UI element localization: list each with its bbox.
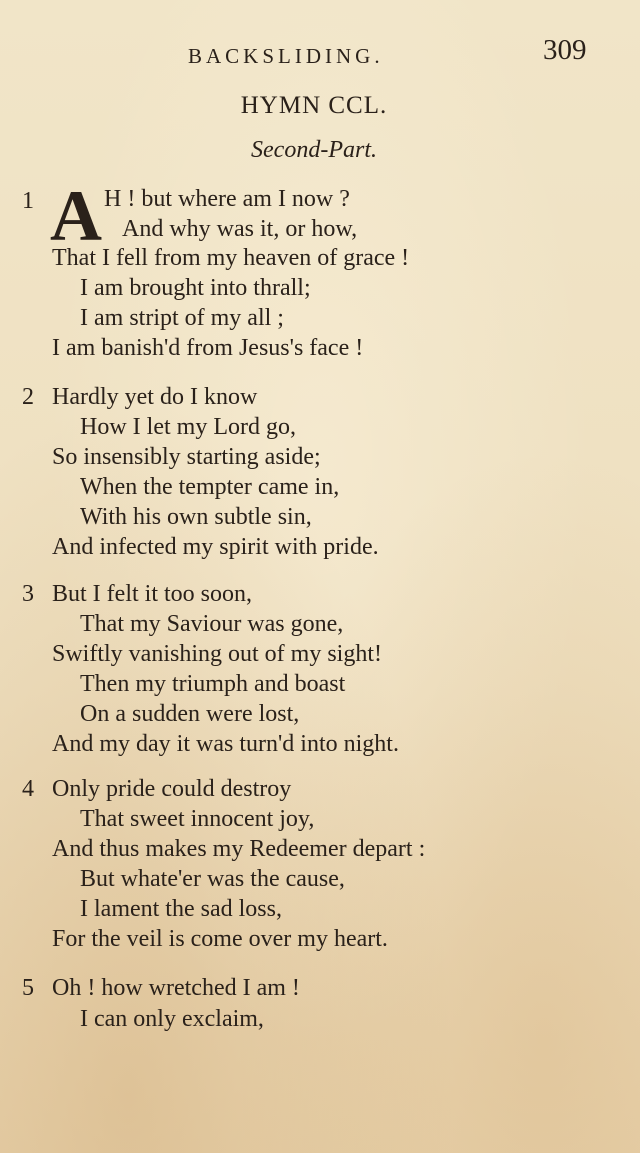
verse-line: And my day it was turn'd into night. (52, 731, 399, 757)
stanza-number: 2 (22, 384, 34, 410)
verse-line: Oh ! how wretched I am ! (52, 975, 300, 1001)
verse-line: But I felt it too soon, (52, 581, 252, 607)
verse-line: For the veil is come over my heart. (52, 926, 388, 952)
stanza-number: 3 (22, 581, 34, 607)
verse-line: Then my triumph and boast (80, 671, 346, 697)
running-head: BACKSLIDING. (188, 44, 384, 68)
verse-line: On a sudden were lost, (80, 701, 300, 727)
verse-line: That my Saviour was gone, (80, 611, 344, 637)
verse-line: With his own subtle sin, (80, 504, 312, 530)
verse-line: And infected my spirit with pride. (52, 534, 379, 560)
verse-line: When the tempter came in, (80, 474, 340, 500)
verse-line: How I let my Lord go, (80, 414, 296, 440)
verse-line: Only pride could destroy (52, 776, 292, 802)
drop-cap: A (50, 176, 102, 256)
verse-line: That I fell from my heaven of grace ! (52, 245, 410, 271)
stanza-number: 5 (22, 975, 34, 1001)
verse-line: But whate'er was the cause, (80, 866, 345, 892)
verse-line: I lament the sad loss, (80, 896, 282, 922)
verse-line: And thus makes my Redeemer depart : (52, 836, 426, 862)
verse-line: Swiftly vanishing out of my sight! (52, 641, 382, 667)
verse-line: I can only exclaim, (80, 1006, 264, 1032)
hymn-title: HYMN CCL. (240, 92, 388, 119)
verse-line: Hardly yet do I know (52, 384, 258, 410)
verse-line: That sweet innocent joy, (80, 806, 315, 832)
stanza-number: 1 (22, 188, 34, 214)
verse-line: I am stript of my all ; (80, 305, 284, 331)
verse-line: And why was it, or how, (122, 216, 358, 242)
verse-line: So insensibly starting aside; (52, 444, 321, 470)
hymn-subtitle: Second-Part. (251, 137, 377, 163)
stanza-number: 4 (22, 776, 34, 802)
page-number: 309 (543, 34, 587, 66)
verse-line: I am brought into thrall; (80, 275, 311, 301)
verse-line: I am banish'd from Jesus's face ! (52, 335, 364, 361)
verse-line: H ! but where am I now ? (104, 186, 350, 212)
